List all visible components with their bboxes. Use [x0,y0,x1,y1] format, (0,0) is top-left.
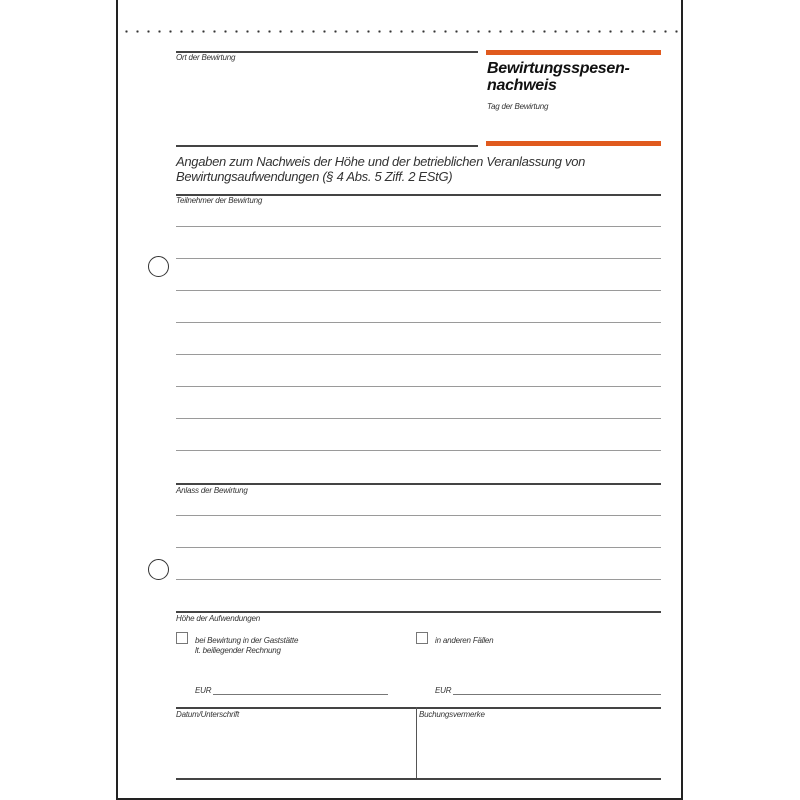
writing-line[interactable] [176,418,661,419]
eur-field-2[interactable] [453,694,661,695]
punch-hole-icon [148,559,169,580]
writing-line[interactable] [176,322,661,323]
writing-line[interactable] [176,290,661,291]
andere-faelle-checkbox[interactable] [416,632,428,644]
signature-bottom-line [176,778,661,780]
teilnehmer-label: Teilnehmer der Bewirtung [176,196,263,205]
ort-bottom-line [176,145,478,147]
signature-divider [416,707,417,778]
writing-line[interactable] [176,226,661,227]
writing-line[interactable] [176,450,661,451]
orange-bar-bottom [486,141,661,146]
heading-line-2: Bewirtungsaufwendungen (§ 4 Abs. 5 Ziff. 2 EStG) [176,169,453,184]
heading-line-1: Angaben zum Nachweis der Höhe und der betrieblichen Veranlassung von [176,154,586,169]
writing-line[interactable] [176,386,661,387]
signature-top-line [176,707,661,709]
perforation-line [121,30,681,33]
writing-line[interactable] [176,354,661,355]
option1-line-2: lt. beiliegender Rechnung [195,646,281,655]
title-line-1: Bewirtungsspesen- [487,60,630,77]
buchung-label: Buchungsvermerke [419,710,485,719]
option1-line-1: bei Bewirtung in der Gaststätte [195,636,299,645]
option-andere: in anderen Fällen [435,636,494,645]
writing-line[interactable] [176,547,661,548]
gaststaette-checkbox[interactable] [176,632,188,644]
eur-label-1: EUR [195,686,212,695]
punch-hole-icon [148,256,169,277]
orange-bar-top [486,50,661,55]
datum-label: Datum/Unterschrift [176,710,240,719]
eur-field-1[interactable] [213,694,388,695]
title-line-2: nachweis [487,77,557,94]
anlass-label: Anlass der Bewirtung [176,486,248,495]
page-border [116,0,683,800]
eur-label-2: EUR [435,686,452,695]
form-heading [176,154,585,184]
writing-line[interactable] [176,611,661,613]
writing-line[interactable] [176,515,661,516]
writing-line[interactable] [176,579,661,580]
writing-line[interactable] [176,258,661,259]
option-gaststaette [195,636,298,656]
ort-label: Ort der Bewirtung [176,53,236,62]
hoehe-label: Höhe der Aufwendungen [176,614,261,623]
writing-line[interactable] [176,483,661,485]
tag-label: Tag der Bewirtung [487,102,549,111]
form-title [487,60,630,94]
